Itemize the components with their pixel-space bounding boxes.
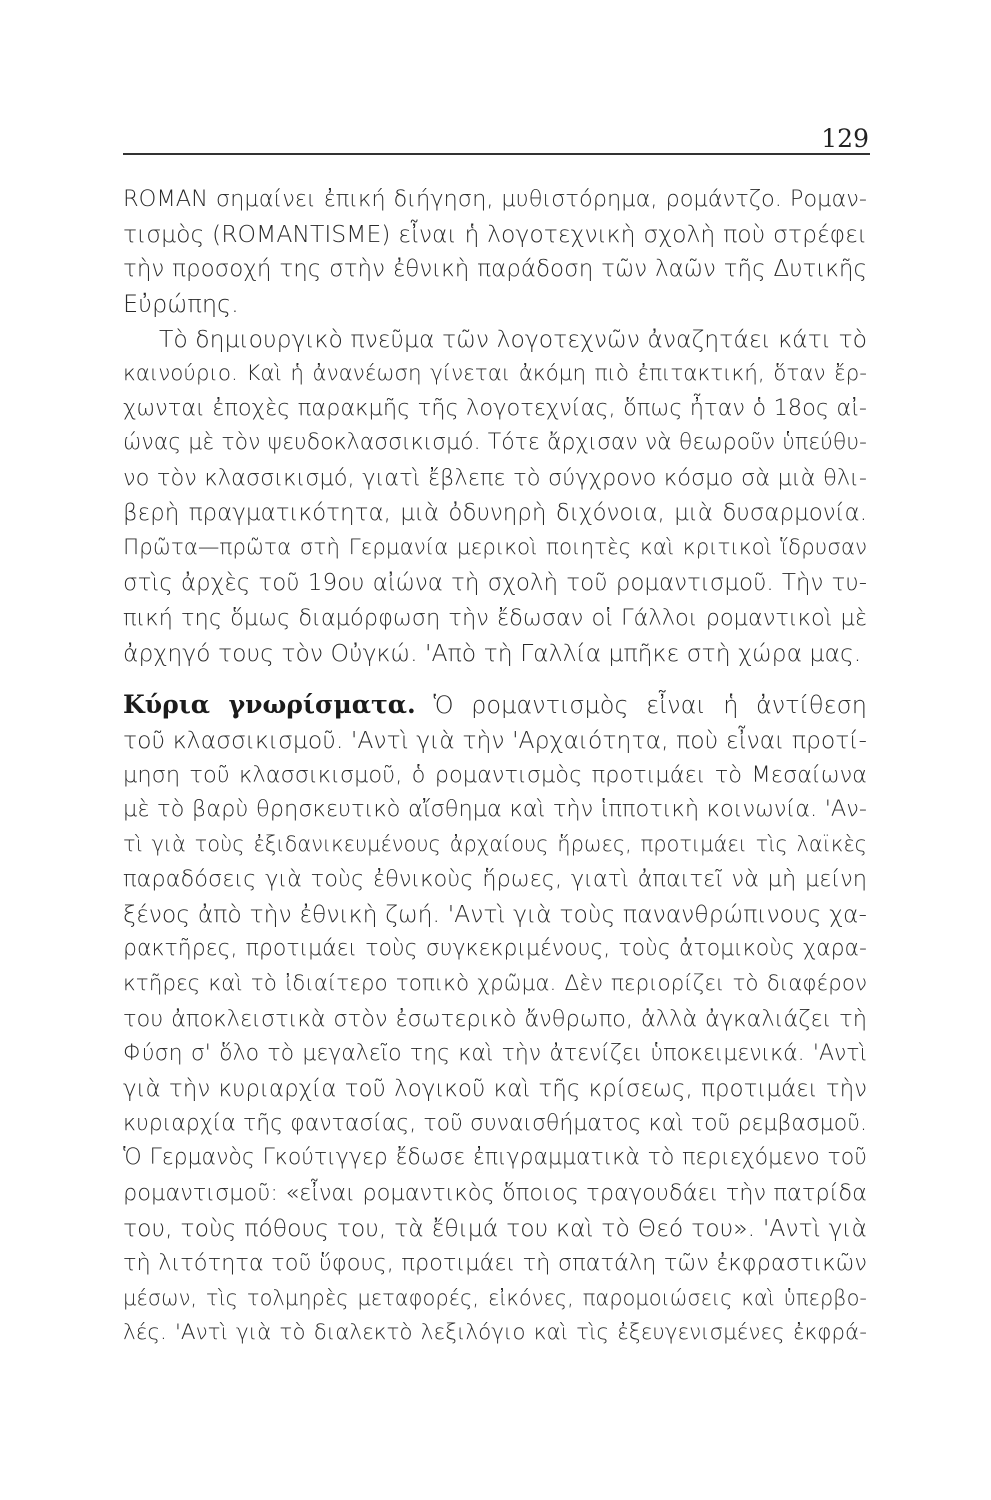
text-line: γιὰ τὴν κυριαρχία τοῦ λογικοῦ καὶ τῆς κρίσεως, προτιμάει τὴν: [123, 1075, 867, 1102]
text-line: Ὁ Γερμανὸς Γκούτιγγερ ἔδωσε ἐπιγραμματικὰ τὸ περιεχόμενο τοῦ: [123, 1145, 867, 1171]
text-line: Εὐρώπης.: [123, 289, 239, 318]
section-gap: [123, 671, 867, 688]
text-line: ROMAN σημαίνει ἐπική διήγηση, μυθιστόρημα, ρομάντζο. Ρομαν-: [123, 186, 867, 212]
text-line: νο τὸν κλασσικισμό, γιατὶ ἔβλεπε τὸ σύγχρονο κόσμο σὰ μιὰ θλι-: [123, 465, 867, 492]
text-line: μὲ τὸ βαρὺ θρησκευτικὸ αἴσθημα καὶ τὴν ἱπποτικὴ κοινωνία. 'Αν-: [123, 796, 867, 823]
text-line: τοῦ κλασσικισμοῦ. 'Αντὶ γιὰ τὴν 'Αρχαιότητα, ποὺ εἶναι προτί-: [123, 725, 867, 754]
text-line: χωνται ἐποχὲς παρακμῆς τῆς λογοτεχνίας, ὅπως ἦταν ὁ 18ος αἰ-: [123, 395, 867, 422]
text-line: ώνας μὲ τὸν ψευδοκλασσικισμό. Τότε ἄρχισαν νὰ θεωροῦν ὑπεύθυ-: [123, 430, 867, 456]
text-line: Τὸ δημιουργικὸ πνεῦμα τῶν λογοτεχνῶν ἀναζητάει κάτι τὸ: [159, 324, 867, 353]
header-rule: [123, 153, 870, 155]
text-line: του, τοὺς πόθους του, τὰ ἔθιμά του καὶ τὸ Θεό του». 'Αντὶ γιὰ: [123, 1214, 867, 1243]
text-line: Πρῶτα—πρῶτα στὴ Γερμανία μερικοὶ ποιητὲς καὶ κριτικοὶ ἵδρυσαν: [123, 535, 867, 561]
paragraph-2: [123, 322, 867, 671]
text-line: παραδόσεις γιὰ τοὺς ἐθνικοὺς ἥρωες, γιατὶ ἀπαιτεῖ νὰ μὴ μείνη: [123, 866, 867, 893]
text-line: Φύση σ' ὅλο τὸ μεγαλεῖο της καὶ τὴν ἀτενίζει ὑποκειμενικά. 'Αντὶ: [123, 1040, 867, 1066]
body-text: [123, 182, 867, 1351]
text-line: ρακτῆρες, προτιμάει τοὺς συγκεκριμένους, τοὺς ἀτομικοὺς χαρα-: [123, 936, 867, 962]
paragraph-1: [123, 182, 867, 322]
text-line: μηση τοῦ κλασσικισμοῦ, ὁ ρομαντισμὸς προτιμάει τὸ Μεσαίωνα: [123, 761, 867, 788]
section-first-line: [123, 688, 867, 723]
text-line: λές. 'Αντὶ γιὰ τὸ διαλεκτὸ λεξιλόγιο καὶ τὶς ἐξευγενισμένες ἐκφρά-: [123, 1320, 867, 1345]
text-line: ἀρχηγό τους τὸν Οὐγκώ. 'Απὸ τὴ Γαλλία μπῆκε στὴ χώρα μας.: [123, 638, 862, 667]
text-line: κυριαρχία τῆς φαντασίας, τοῦ συναισθήματος καὶ τοῦ ρεμβασμοῦ.: [123, 1110, 867, 1136]
text-line: βερὴ πραγματικότητα, μιὰ ὀδυνηρὴ διχόνοια, μιὰ δυσαρμονία.: [123, 500, 867, 527]
text-line: ξένος ἀπὸ τὴν ἐθνικὴ ζωή. 'Αντὶ γιὰ τοὺς πανανθρώπινους χα-: [123, 900, 867, 929]
text-line: του ἀποκλειστικὰ στὸν ἐσωτερικὸ ἄνθρωπο, ἀλλὰ ἀγκαλιάζει τὴ: [123, 1005, 867, 1032]
text-line: στὶς ἀρχὲς τοῦ 19ου αἰώνα τὴ σχολὴ τοῦ ρομαντισμοῦ. Τὴν τυ-: [123, 569, 867, 596]
text-line: ρομαντισμοῦ: «εἶναι ρομαντικὸς ὅποιος τραγουδάει τὴν πατρίδα: [123, 1180, 867, 1207]
text-line: τὴν προσοχή της στὴν ἐθνικὴ παράδοση τῶν λαῶν τῆς Δυτικῆς: [123, 255, 867, 282]
text-line: πική της ὅμως διαμόρφωση τὴν ἔδωσαν οἱ Γάλλοι ρομαντικοὶ μὲ: [123, 604, 867, 631]
text-line: καινούριο. Καὶ ἡ ἀνανέωση γίνεται ἀκόμη πιὸ ἐπιτακτική, ὅταν ἔρ-: [123, 360, 867, 386]
text-line: τισμὸς (ROMANTISME) εἶναι ἡ λογοτεχνικὴ σχολὴ ποὺ στρέφει: [123, 219, 867, 248]
section-first-line-text: Ὁ ρομαντισμὸς εἶναι ἡ ἀντίθεση: [415, 690, 867, 719]
section-main-features: [123, 688, 867, 1351]
text-line: μέσων, τὶς τολμηρὲς μεταφορές, εἰκόνες, παρομοιώσεις καὶ ὑπερβο-: [123, 1286, 867, 1311]
text-line: τὶ γιὰ τοὺς ἐξιδανικευμένους ἀρχαίους ἥρωες, προτιμάει τὶς λαϊκὲς: [123, 832, 867, 857]
text-line: τὴ λιτότητα τοῦ ὕφους, προτιμάει τὴ σπατάλη τῶν ἐκφραστικῶν: [123, 1250, 867, 1277]
text-line: κτῆρες καὶ τὸ ἰδιαίτερο τοπικὸ χρῶμα. Δὲν περιορίζει τὸ διαφέρον: [123, 970, 867, 996]
section-heading: Κύρια γνωρίσματα.: [123, 689, 416, 719]
page-number: 129: [821, 124, 869, 153]
